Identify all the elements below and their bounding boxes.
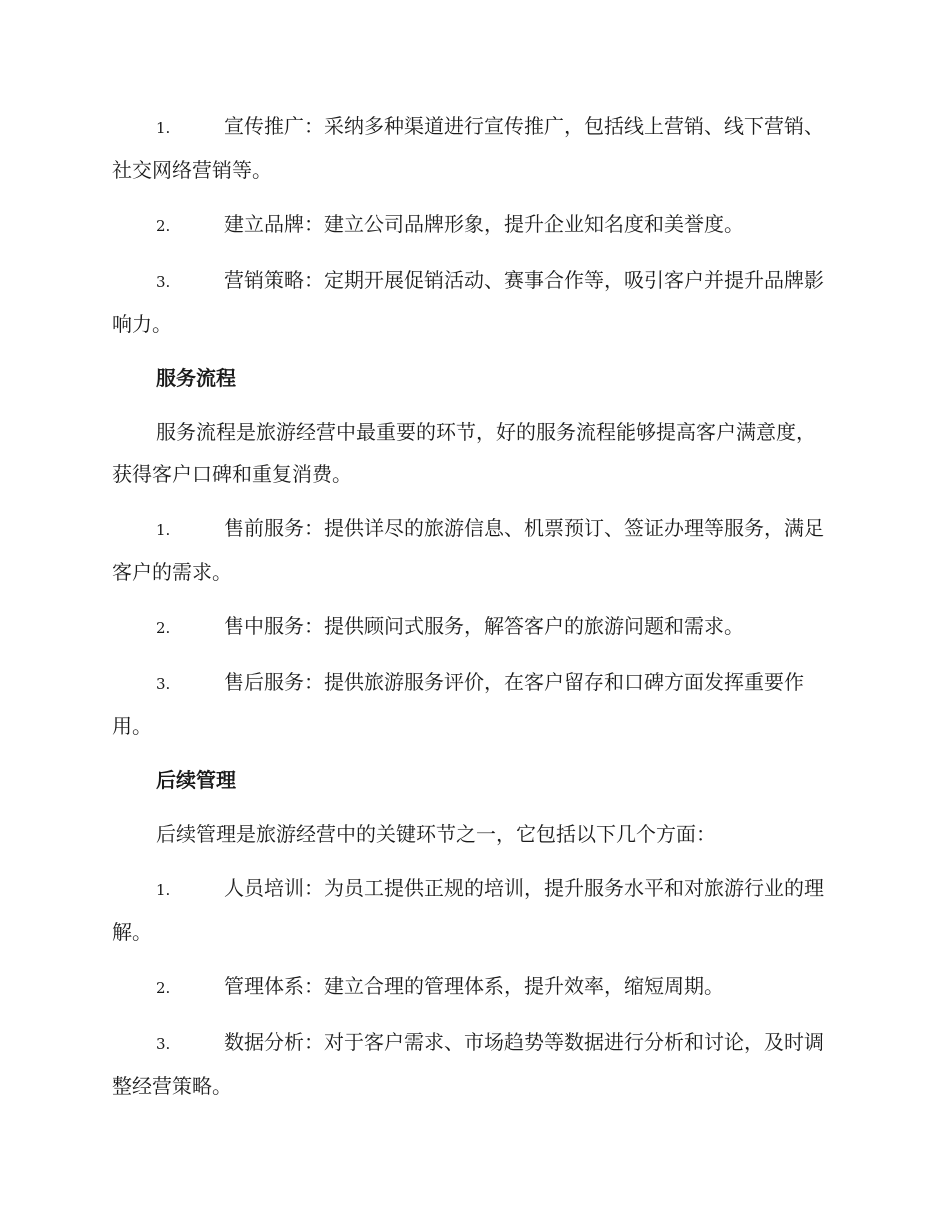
list-text: 售后服务：提供旅游服务评价，在客户留存和口碑方面发挥重要作用。 <box>112 670 804 738</box>
list-text: 营销策略：定期开展促销活动、赛事合作等，吸引客户并提升品牌影响力。 <box>112 268 824 336</box>
list-text: 数据分析：对于客户需求、市场趋势等数据进行分析和讨论，及时调整经营策略。 <box>112 1030 824 1098</box>
list-text: 售中服务：提供顾问式服务，解答客户的旅游问题和需求。 <box>224 614 744 638</box>
list-number: 3. <box>156 1035 171 1053</box>
list-number: 3. <box>156 675 171 693</box>
list-number: 2. <box>156 619 171 637</box>
list-item <box>112 105 834 191</box>
list-text: 管理体系：建立合理的管理体系，提升效率，缩短周期。 <box>224 974 724 998</box>
document-body <box>112 105 834 1119</box>
list-item <box>112 259 834 345</box>
list-item <box>112 965 834 1009</box>
list-number: 3. <box>156 273 171 291</box>
section-intro-service: 服务流程是旅游经营中最重要的环节，好的服务流程能够提高客户满意度，获得客户口碑和重复消费。 <box>112 420 816 486</box>
list-item <box>112 507 834 593</box>
list-item <box>112 605 834 649</box>
list-number: 1. <box>156 881 171 899</box>
list-text: 售前服务：提供详尽的旅游信息、机票预订、签证办理等服务，满足客户的需求。 <box>112 516 824 584</box>
list-number: 2. <box>156 979 171 997</box>
list-number: 1. <box>156 521 171 539</box>
list-text: 宣传推广：采纳多种渠道进行宣传推广，包括线上营销、线下营销、社交网络营销等。 <box>112 114 824 182</box>
list-text: 人员培训：为员工提供正规的培训，提升服务水平和对旅游行业的理解。 <box>112 876 824 944</box>
list-item <box>112 203 834 247</box>
list-number: 2. <box>156 217 171 235</box>
list-item <box>112 867 834 953</box>
list-item <box>112 1021 834 1107</box>
list-number: 1. <box>156 119 171 137</box>
list-text: 建立品牌：建立公司品牌形象，提升企业知名度和美誉度。 <box>224 212 744 236</box>
section-heading-service: 服务流程 <box>156 366 236 390</box>
list-item <box>112 661 834 747</box>
section-intro-followup: 后续管理是旅游经营中的关键环节之一，它包括以下几个方面： <box>156 822 716 846</box>
section-heading-followup: 后续管理 <box>156 768 236 792</box>
